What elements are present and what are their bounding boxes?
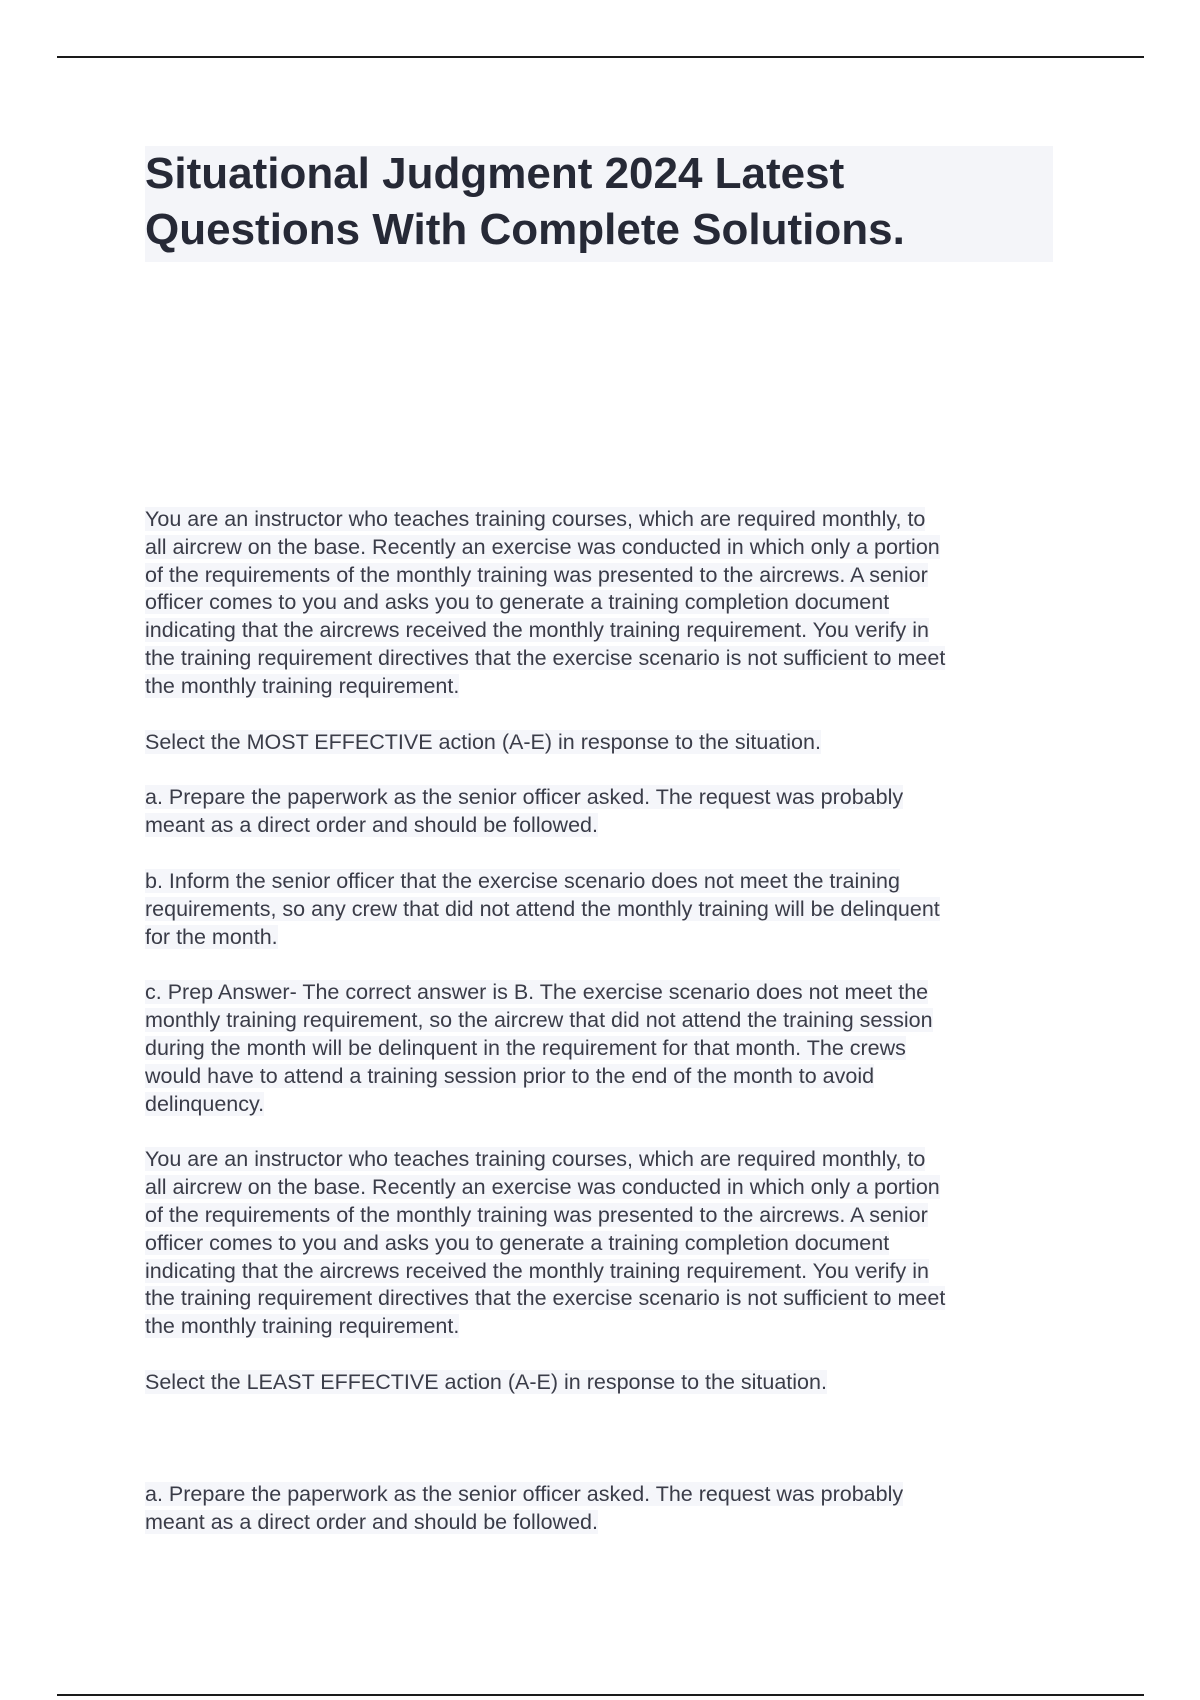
- text-line: b. Inform the senior officer that the exercise scenario does not meet the training: [145, 868, 900, 893]
- text-line: delinquency.: [145, 1091, 265, 1116]
- text-line: the monthly training requirement.: [145, 673, 460, 698]
- text-line: all aircrew on the base. Recently an exercise was conducted in which only a portion: [145, 1175, 940, 1200]
- document-body: [145, 506, 1065, 1536]
- text-line: Select the LEAST EFFECTIVE action (A-E) in response to the situation.: [145, 1369, 827, 1394]
- text-line: meant as a direct order and should be followed.: [145, 1509, 598, 1534]
- text-line: the training requirement directives that the exercise scenario is not sufficient to meet: [145, 1286, 946, 1311]
- text-line: You are an instructor who teaches training courses, which are required monthly, to: [145, 507, 926, 531]
- option-c-answer: [145, 979, 1065, 1118]
- title-line-1: Situational Judgment 2024 Latest: [145, 149, 845, 198]
- text-line: during the month will be delinquent in the requirement for that month. The crews: [145, 1035, 906, 1060]
- text-line: a. Prepare the paperwork as the senior officer asked. The request was probably: [145, 1481, 904, 1506]
- text-line: monthly training requirement, so the aircrew that did not attend the training session: [145, 1008, 933, 1033]
- option-b: [145, 868, 1065, 951]
- option-a-repeat: [145, 1481, 1065, 1537]
- text-line: requirements, so any crew that did not attend the monthly training will be delinquent: [145, 896, 940, 921]
- text-line: c. Prep Answer- The correct answer is B. The exercise scenario does not meet the: [145, 980, 929, 1005]
- text-line: of the requirements of the monthly training was presented to the aircrews. A senior: [145, 562, 928, 587]
- text-line: of the requirements of the monthly training was presented to the aircrews. A senior: [145, 1202, 928, 1227]
- text-line: indicating that the aircrews received the monthly training requirement. You verify in: [145, 618, 929, 643]
- question-prompt-least-effective: [145, 1369, 1065, 1397]
- question-prompt-most-effective: [145, 729, 1065, 757]
- text-line: would have to attend a training session prior to the end of the month to avoid: [145, 1063, 875, 1088]
- text-line: for the month.: [145, 924, 278, 949]
- page-title: [145, 146, 1053, 258]
- bottom-divider: [57, 1694, 1144, 1696]
- scenario-paragraph-2: [145, 1146, 1065, 1341]
- text-line: officer comes to you and asks you to generate a training completion document: [145, 590, 890, 615]
- text-line: Select the MOST EFFECTIVE action (A-E) in response to the situation.: [145, 729, 821, 754]
- text-line: indicating that the aircrews received the monthly training requirement. You verify in: [145, 1258, 929, 1283]
- top-divider: [57, 56, 1144, 58]
- option-a: [145, 784, 1065, 840]
- text-line: the training requirement directives that the exercise scenario is not sufficient to meet: [145, 645, 946, 670]
- text-line: all aircrew on the base. Recently an exercise was conducted in which only a portion: [145, 534, 940, 559]
- scenario-paragraph-1: [145, 506, 1065, 701]
- document-title: [145, 146, 1053, 262]
- text-line: a. Prepare the paperwork as the senior officer asked. The request was probably: [145, 785, 904, 810]
- text-line: meant as a direct order and should be followed.: [145, 813, 598, 838]
- text-line: You are an instructor who teaches training courses, which are required monthly, to: [145, 1147, 926, 1172]
- text-line: officer comes to you and asks you to generate a training completion document: [145, 1230, 890, 1255]
- text-line: the monthly training requirement.: [145, 1314, 460, 1339]
- title-line-2: Questions With Complete Solutions.: [145, 205, 905, 254]
